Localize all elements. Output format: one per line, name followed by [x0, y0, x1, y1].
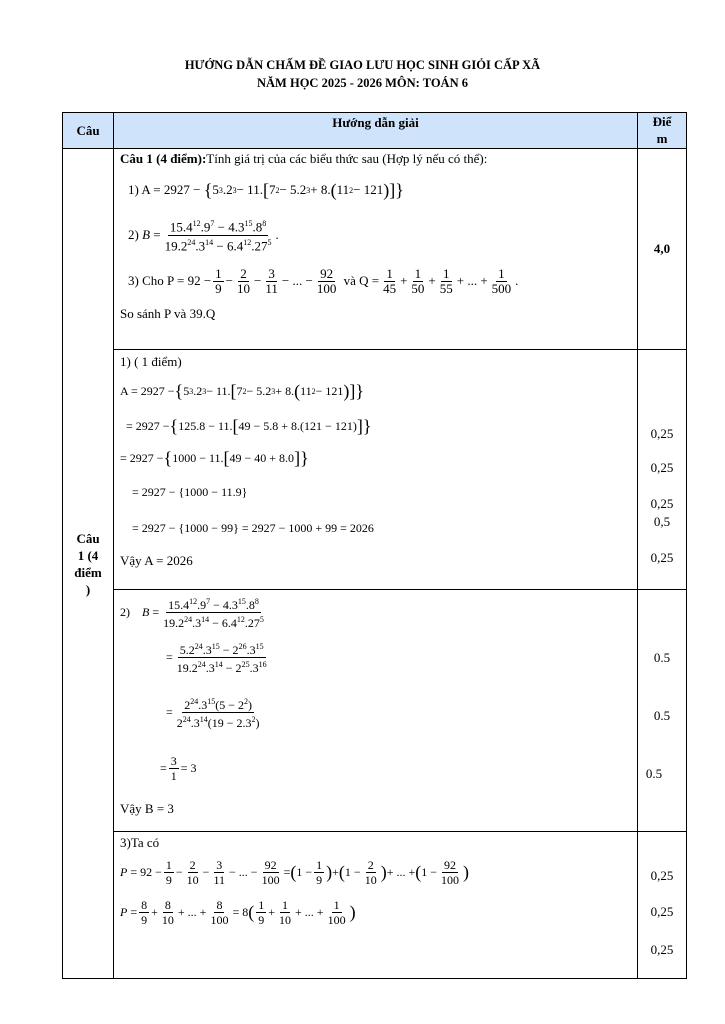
sol1-step-2: = 2927 − { 1000 − 11. [ 49 − 40 + 8.0 ] } — [120, 448, 309, 468]
grading-table — [62, 112, 687, 979]
question-label: Câu 1 (4 điểm ) — [63, 149, 114, 979]
total-score: 4,0 — [638, 149, 687, 350]
question-statement: Câu 1 (4 điểm): Tính giá trị của các biểu thức sau (Hợp lý nếu có thể): 1) A = 2927 − { 5 3 .2 3 − 11. [ 7 2 − 5.2 3 + 8. ( 11 2 − 121 ) ] } 2) B = $\frac{15.4^{12}.9^7 - 4.3^{15}.8^8}{19.2^{24}.3^{14} - 6.4^{12}.27^5}$ . 3) Cho P = 92 − $\frac{1}{9}$ − $\frac{2}{10}$ − $\frac{3}{11}$ − ... − $\frac{92}{100}$ và Q = $\frac{1}{45}$ + $\frac{1}{50}$ + $\frac{1}{55}$ + ... + $\frac{1}{500}$ . So sánh P và 39.Q — [114, 149, 638, 350]
solution-3-row — [63, 832, 687, 979]
sol2-step-0: 2) B = $\frac{15.4^{12}.9^7 - 4.3^{15}.8^8}{19.2^{24}.3^{14} - 6.4^{12}.27^5}$ — [120, 596, 264, 630]
solution-3-scores — [638, 832, 687, 979]
header-question: Câu — [63, 113, 114, 149]
score: 0.5 — [645, 766, 663, 781]
score: 0,25 — [650, 904, 674, 919]
sol2-step-3: = $\frac{3}{1}$ = 3 — [160, 753, 197, 783]
score: 0,25 — [650, 550, 674, 565]
score: 0,25 — [650, 496, 674, 511]
sol2-conclusion: Vậy B = 3 — [120, 801, 174, 816]
page-title-line1: HƯỚNG DẪN CHẤM ĐỀ GIAO LƯU HỌC SINH GIỎI CẤP XÃ — [184, 58, 541, 72]
sol2-step-2: = $\frac{2^{24}.3^{15}(5 - 2^2)}{2^{24}.3^{14}(19 - 2.3^2)}$ — [166, 696, 260, 730]
header-solution: Hướng dẫn giải — [114, 113, 638, 149]
solution-2-scores — [638, 590, 687, 832]
sol1-step-0: A = 2927 − { 5 3 .2 3 − 11. [ 7 2 − 5.2 3 + 8. ( 11 2 − 121 ) ] } — [120, 381, 365, 401]
sol1-step-4: = 2927 − {1000 − 99} = 2927 − 1000 + 99 = 2026 — [132, 520, 374, 535]
score: 0,5 — [653, 514, 671, 529]
expr-pq: 3) Cho P = 92 − $\frac{1}{9}$ − $\frac{2}{10}$ − $\frac{3}{11}$ − ... − $\frac{92}{100}$ và Q = $\frac{1}{45}$ + $\frac{1}{50}$ + $\frac{1}{55}$ + ... + $\frac{1}{500}$ . — [128, 265, 519, 296]
sol2-step-1: = $\frac{5.2^{24}.3^{15} - 2^{26}.3^{15}}{19.2^{24}.3^{14} - 2^{25}.3^{16}}$ — [166, 641, 267, 675]
solution-3: 3)Ta có P = 92 − $\frac{1}{9}$ − $\frac{2}{10}$ − $\frac{3}{11}$ − ... − $\frac{92}{100}$ = ( 1 − $\frac{1}{9}$ ) + ( 1 − $\frac{2}{10}$ ) + ... + ( 1 − $\frac{92}{100}$ ) P = $\frac{8}{9}$ + $\frac{8}{10}$ + ... + $\frac{8}{100}$ = 8 ( $\frac{1}{9}$ + $\frac{1}{10}$ + ... + $\frac{1}{100}$ ) — [114, 832, 638, 979]
solution-2 — [114, 590, 638, 832]
compare-text: So sánh P và 39.Q — [120, 306, 216, 321]
score: 0.5 — [653, 650, 671, 665]
expr-b: 2) B = $\frac{15.4^{12}.9^7 - 4.3^{15}.8^8}{19.2^{24}.3^{14} - 6.4^{12}.27^5}$ . — [128, 219, 279, 253]
score: 0,25 — [650, 460, 674, 475]
solution-1: 1) ( 1 điểm) A = 2927 − { 5 3 .2 3 − 11. [ 7 2 − 5.2 3 + 8. ( 11 2 − 121 ) ] } = 2927 − { 125.8 − 11. [ 49 − 5.8 + 8.(121 − 121) ] } = 2927 − { 1000 − 11. [ 49 − 40 + 8.0 ] } = 2927 − {1000 − 11.9} = 2927 − {1000 − 99} = 2927 − 1000 + 99 = 2026 Vậy A = 2026 — [114, 350, 638, 590]
score: 0,25 — [650, 426, 674, 441]
score: 0.5 — [653, 708, 671, 723]
score: 0,25 — [650, 942, 674, 957]
score: 0,25 — [650, 868, 674, 883]
sol1-step-1: = 2927 − { 125.8 − 11. [ 49 − 5.8 + 8.(121 − 121) ] } — [126, 416, 372, 436]
sol3-step-0: P = 92 − $\frac{1}{9}$ − $\frac{2}{10}$ − $\frac{3}{11}$ − ... − $\frac{92}{100}$ = ( 1 − $\frac{1}{9}$ ) + ( 1 − $\frac{2}{10}$ ) + ... + ( 1 − $\frac{92}{100}$ ) — [120, 857, 470, 887]
solution-2-row — [63, 590, 687, 832]
solution-1-row — [63, 350, 687, 590]
page-title-line2: NĂM HỌC 2025 - 2026 MÔN: TOÁN 6 — [257, 76, 468, 90]
sol1-conclusion: Vậy A = 2026 — [120, 553, 193, 568]
sol3-step-1: P = $\frac{8}{9}$ + $\frac{8}{10}$ + ... + $\frac{8}{100}$ = 8 ( $\frac{1}{9}$ + $\frac{1}{10}$ + ... + $\frac{1}{100}$ ) — [120, 897, 356, 927]
solution-1-scores — [638, 350, 687, 590]
header-score: Điể m — [638, 113, 687, 149]
table-header — [63, 113, 687, 149]
expr-a: 1) A = 2927 − { 5 3 .2 3 − 11. [ 7 2 − 5.2 3 + 8. ( 11 2 − 121 ) ] } — [128, 180, 404, 200]
question-row — [63, 149, 687, 350]
sol1-step-3: = 2927 − {1000 − 11.9} — [132, 484, 248, 499]
